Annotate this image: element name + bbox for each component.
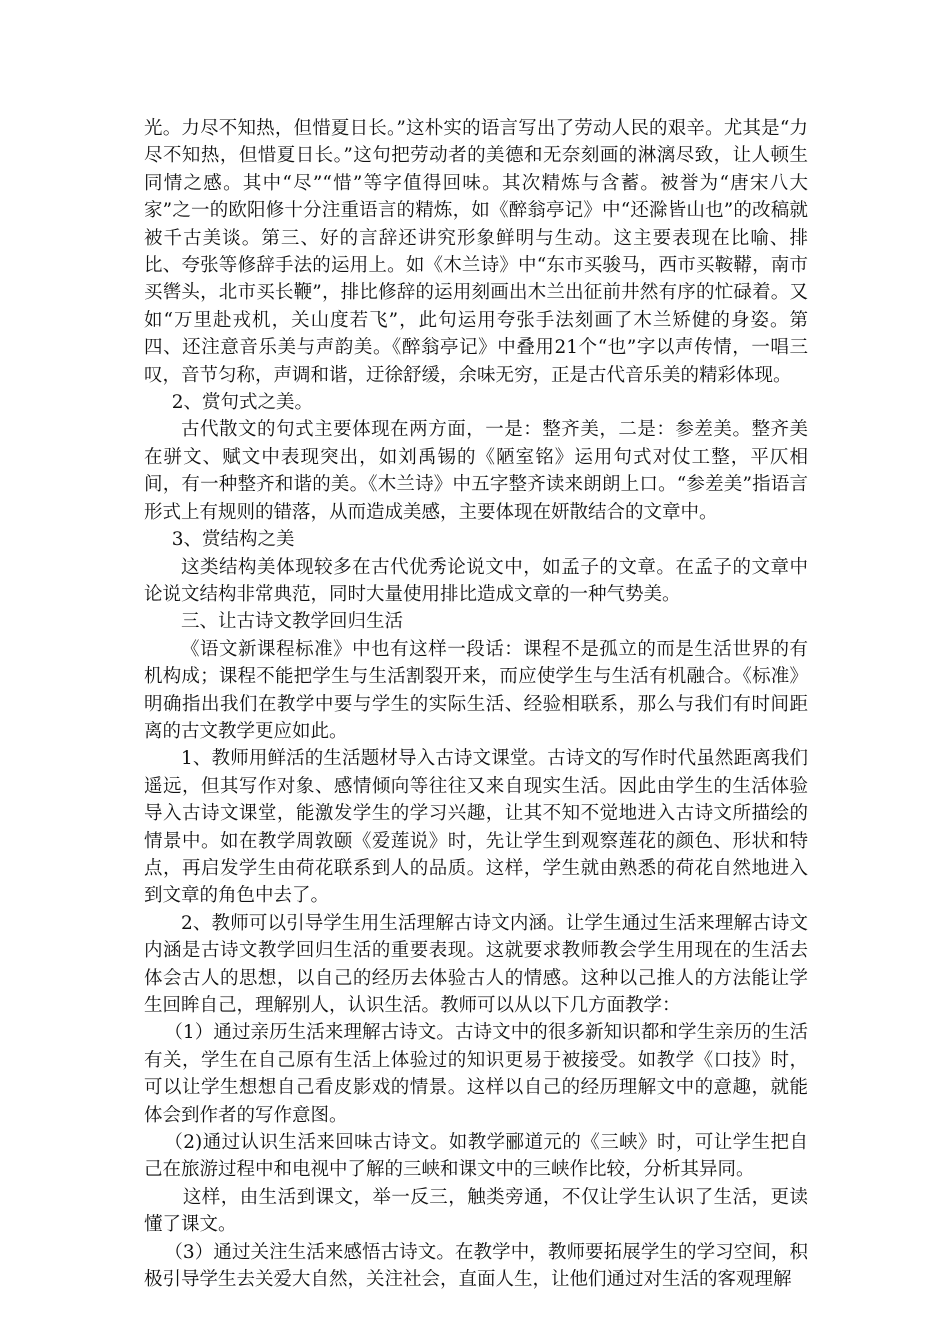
paragraph-structure-beauty: 这类结构美体现较多在古代优秀论说文中，如孟子的文章。在孟子的文章中论说文结构非常典范，同时大量使用排比造成文章的一种气势美。 [144, 556, 808, 605]
paragraph-point-1: 1、教师用鲜活的生活题材导入古诗文课堂。古诗文的写作时代虽然距离我们遥远，但其写作对象、感情倾向等往往又来自现实生活。因此由学生的生活体验导入古诗文课堂，能激发学生的学习兴趣，让其不知不觉地进入古诗文所描绘的情景中。如在教学周敦颐《爱莲说》时，先让学生到观察莲花的颜色、形状和特点，再启发学生由荷花联系到人的品质。这样，学生就由熟悉的荷花自然地进入到文章的角色中去了。 [144, 748, 808, 907]
paragraph-subpoint-2: （2)通过认识生活来回味古诗文。如教学郦道元的《三峡》时，可让学生把自己在旅游过程中和电视中了解的三峡和课文中的三峡作比较，分析其异同。 [144, 1132, 808, 1181]
paragraph-language-beauty: 光。力尽不知热，但惜夏日长。”这朴实的语言写出了劳动人民的艰辛。尤其是“力尽不知热，但惜夏日长。”这句把劳动者的美德和无奈刻画的淋漓尽致，让人顿生同情之感。其中“尽”“惜”等字值得回味。其次精炼与含蓄。被誉为“唐宋八大家”之一的欧阳修十分注重语言的精炼，如《醉翁亭记》中“还滁皆山也”的改稿就被千古美谈。第三、好的言辞还讲究形象鲜明与生动。这主要表现在比喻、排比、夸张等修辞手法的运用上。如《木兰诗》中“东市买骏马，西市买鞍鞯，南市买辔头，北市买长鞭”，排比修辞的运用刻画出木兰出征前井然有序的忙碌着。又如“万里赴戎机，关山度若飞”，此句运用夸张手法刻画了木兰矫健的身姿。第四、还注意音乐美与声韵美。《醉翁亭记》中叠用21个“也”字以声传情，一唱三叹，音节匀称，声调和谐，迂徐舒缓，余味无穷，正是古代音乐美的精彩体现。 [144, 118, 808, 386]
paragraph-subpoint-2-continued: 这样，由生活到课文，举一反三，触类旁通，不仅让学生认识了生活，更读懂了课文。 [144, 1186, 808, 1236]
section-heading-return-to-life: 三、让古诗文教学回归生活 [181, 611, 404, 633]
paragraph-sentence-beauty: 古代散文的句式主要体现在两方面，一是：整齐美，二是：参差美。整齐美在骈文、赋文中表现突出，如刘禹锡的《陋室铭》运用句式对仗工整，平仄相间，有一种整齐和谐的美。《木兰诗》中五字整齐读来朗朗上口。“参差美”指语言形式上有规则的错落，从而造成美感，主要体现在妍散结合的文章中。 [144, 419, 808, 523]
paragraph-subpoint-1: （1）通过亲历生活来理解古诗文。古诗文中的很多新知识都和学生亲历的生活有关，学生在自己原有生活上体验过的知识更易于被接受。如教学《口技》时，可以让学生想想自己看皮影戏的情景。这样以自己的经历理解文中的意趣，就能体会到作者的写作意图。 [144, 1022, 808, 1126]
paragraph-point-2: 2、教师可以引导学生用生活理解古诗文内涵。让学生通过生活来理解古诗文内涵是古诗文教学回归生活的重要表现。这就要求教师教会学生用现在的生活去体会古人的思想，以自己的经历去体验古人的情感。这种以己推人的方法能让学生回眸自己，理解别人，认识生活。教师可以从以下几方面教学： [144, 912, 808, 1016]
heading-sentence-beauty: 2、赏句式之美。 [171, 392, 314, 414]
paragraph-subpoint-3: （3）通过关注生活来感悟古诗文。在教学中，教师要拓展学生的学习空间，积极引导学生去关爱大自然，关注社会，直面人生，让他们通过对生活的客观理解 [144, 1241, 808, 1291]
paragraph-curriculum-standard: 《语文新课程标准》中也有这样一段话：课程不是孤立的而是生活世界的有机构成；课程不能把学生与生活割裂开来，而应使学生与生活有机融合。《标准》明确指出我们在教学中要与学生的实际生活、经验相联系，那么与我们有时间距离的古文教学更应如此。 [144, 638, 808, 742]
heading-structure-beauty: 3、赏结构之美 [171, 529, 295, 551]
document-body [144, 115, 808, 1293]
